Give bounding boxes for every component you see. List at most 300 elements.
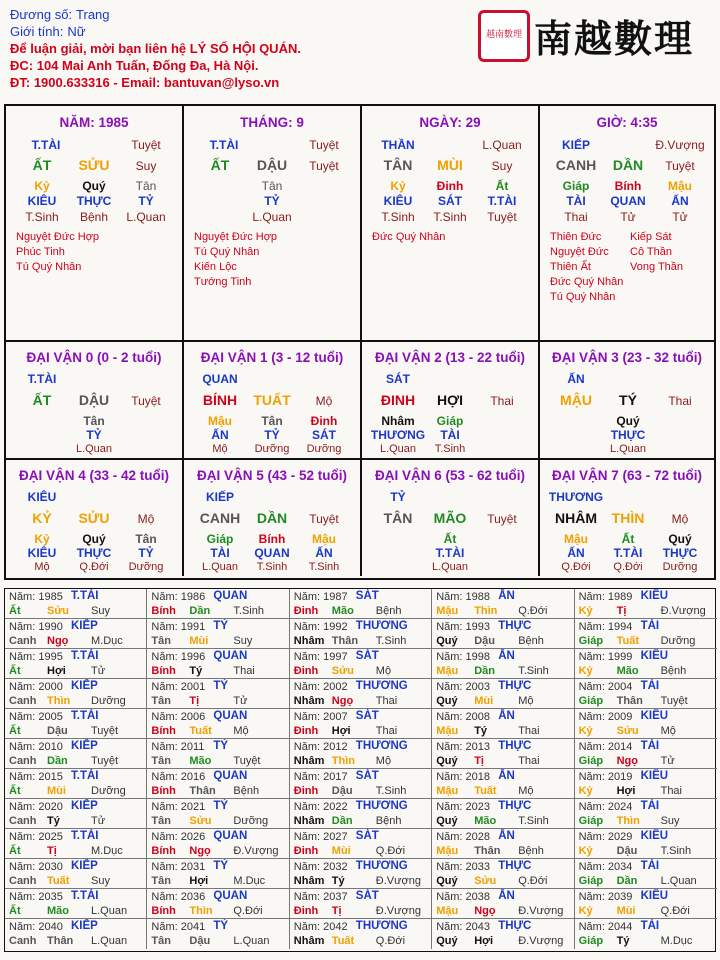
year-god: KIẾP	[71, 620, 98, 632]
year-label: Năm: 2005	[9, 711, 63, 723]
year-stem: Kỷ	[578, 785, 593, 797]
pillar-title: NĂM: 1985	[59, 115, 129, 130]
year-god: SÁT	[355, 770, 379, 782]
year-label: Năm: 2023	[436, 801, 490, 813]
year-phase: T.Sinh	[660, 845, 692, 857]
year-label: Năm: 2018	[436, 771, 490, 783]
year-god: THỰC	[498, 620, 532, 632]
pillar-title: GIỜ: 4:35	[596, 115, 658, 130]
year-stem: Canh	[9, 875, 37, 887]
year-branch: Thìn	[331, 755, 356, 767]
pillar-text: Tân	[261, 179, 283, 193]
year-cell	[575, 709, 717, 739]
pillar-text: TÀI	[566, 194, 586, 208]
year-label: Năm: 1992	[293, 621, 348, 633]
year-label: Năm: 1999	[578, 651, 633, 663]
year-stem: Đinh	[293, 665, 319, 677]
year-cell	[5, 619, 147, 649]
year-god: KIÊU	[640, 890, 669, 902]
pillar-cell	[184, 106, 362, 342]
dai-van-hidden-phase: Dưỡng	[306, 443, 342, 455]
dai-van-title: ĐẠI VẬN 6 (53 - 62 tuổi)	[374, 468, 526, 483]
year-label: Năm: 2011	[151, 741, 205, 753]
dai-van-branch: DẬU	[78, 392, 110, 408]
dai-van-title: ĐẠI VẬN 2 (13 - 22 tuổi)	[374, 350, 526, 365]
pillar-star: Tướng Tinh	[194, 276, 252, 288]
year-god: TỶ	[213, 860, 229, 872]
year-label: Năm: 2022	[293, 801, 348, 813]
year-cell	[575, 889, 717, 919]
gender-value: Nữ	[67, 24, 86, 39]
year-phase: Suy	[91, 605, 110, 617]
year-cell	[290, 769, 432, 799]
dai-van-hidden-god: TÀI	[440, 428, 460, 442]
dai-van-phase: Thai	[490, 394, 514, 408]
year-god: THỰC	[498, 920, 532, 932]
year-stem: Nhâm	[293, 875, 325, 887]
year-branch: Sửu	[616, 725, 639, 737]
dai-van-hidden-god: T.TÀI	[613, 546, 643, 560]
year-phase: Dưỡng	[91, 785, 126, 797]
year-cell	[5, 919, 147, 949]
annual-luck-grid	[4, 588, 716, 952]
dai-van-stem: NHÂM	[555, 510, 597, 526]
year-god: TÀI	[640, 920, 660, 932]
year-branch: Dần	[474, 665, 495, 677]
pillar-text: Bệnh	[79, 210, 109, 224]
pillar-title: NGÀY: 29	[419, 115, 481, 130]
pillar-text: T.TÀI	[31, 138, 61, 152]
year-stem: Nhâm	[293, 815, 325, 827]
year-cell	[147, 859, 289, 889]
year-label: Năm: 2013	[436, 741, 490, 753]
pillar-text: T.Sinh	[381, 210, 415, 224]
dai-van-branch: THÌN	[611, 510, 645, 526]
year-god: SÁT	[355, 890, 379, 902]
year-stem: Canh	[9, 695, 37, 707]
dai-van-stem: TÂN	[383, 510, 413, 526]
year-stem: Đinh	[293, 605, 319, 617]
year-phase: Bệnh	[375, 605, 402, 617]
year-cell	[147, 919, 289, 949]
year-cell	[147, 799, 289, 829]
year-label: Năm: 2007	[293, 711, 348, 723]
year-phase: L.Quan	[91, 935, 128, 947]
year-god: TỶ	[213, 800, 229, 812]
year-label: Năm: 1989	[578, 591, 633, 603]
year-god: QUAN	[213, 890, 248, 902]
pillar-text: T.Sinh	[25, 210, 59, 224]
year-stem: Tân	[151, 635, 171, 647]
year-stem: Bính	[151, 665, 176, 677]
year-phase: M.Dục	[91, 635, 123, 647]
pillar-star: Nguyệt Đức Hợp	[194, 231, 278, 243]
dai-van-hidden-phase: T.Sinh	[308, 561, 340, 573]
year-cell	[290, 919, 432, 949]
pillar-text: Tử	[620, 210, 636, 224]
pillar-text: Tân	[135, 179, 157, 193]
year-phase: Tuyệt	[233, 755, 261, 767]
dai-van-god: QUAN	[202, 372, 238, 386]
year-stem: Bính	[151, 845, 176, 857]
year-label: Năm: 2006	[151, 711, 206, 723]
year-phase: Q.Đới	[375, 845, 406, 857]
year-label: Năm: 2003	[436, 681, 490, 693]
year-branch: Tý	[189, 665, 203, 677]
year-branch: Thìn	[189, 905, 213, 917]
pillar-text: Kỷ	[34, 179, 50, 193]
year-stem: Quý	[436, 635, 458, 647]
dai-van-stem: ĐINH	[380, 392, 416, 408]
dai-van-phase: Mộ	[671, 512, 689, 526]
year-god: TỶ	[213, 740, 229, 752]
pillar-star: Tú Quý Nhân	[16, 261, 82, 273]
dai-van-god: T.TÀI	[27, 372, 57, 386]
pillar-text: TÂN	[383, 157, 413, 173]
year-label: Năm: 2038	[436, 891, 490, 903]
year-cell	[5, 829, 147, 859]
year-cell	[147, 889, 289, 919]
year-branch: Tý	[331, 875, 345, 887]
dai-van-hidden-stem: Tân	[83, 414, 105, 428]
year-branch: Tuất	[189, 725, 212, 737]
year-branch: Dậu	[616, 845, 638, 857]
year-cell	[432, 829, 574, 859]
year-phase: L.Quan	[233, 935, 270, 947]
year-cell	[575, 649, 717, 679]
year-phase: Q.Đới	[233, 905, 263, 917]
year-label: Năm: 2020	[9, 801, 63, 813]
pillar-text: KIẾP	[561, 138, 590, 152]
pillar-text: Đ.Vượng	[655, 138, 705, 152]
year-god: ẤN	[498, 770, 515, 782]
year-god: QUAN	[213, 770, 248, 782]
year-phase: Bệnh	[518, 635, 544, 647]
year-label: Năm: 2027	[293, 831, 348, 843]
year-stem: Kỷ	[578, 725, 593, 737]
year-cell	[432, 619, 574, 649]
year-cell	[575, 769, 717, 799]
year-label: Năm: 2009	[578, 711, 633, 723]
year-god: THỰC	[498, 800, 532, 812]
dai-van-hidden-stem: Tân	[135, 532, 157, 546]
pillar-text: Tuyệt	[131, 138, 161, 152]
year-label: Năm: 2034	[578, 861, 633, 873]
gender-label: Giới tính:	[10, 24, 64, 39]
year-stem: Đinh	[293, 725, 319, 737]
year-cell	[575, 589, 717, 619]
year-label: Năm: 2026	[151, 831, 206, 843]
year-cell	[290, 589, 432, 619]
year-phase: T.Sinh	[518, 815, 549, 827]
year-cell	[5, 709, 147, 739]
dai-van-hidden-stem: Mậu	[564, 532, 588, 546]
year-cell	[575, 799, 717, 829]
year-cell	[147, 649, 289, 679]
year-god: SÁT	[355, 830, 379, 842]
year-stem: Mậu	[436, 785, 459, 797]
year-cell	[432, 649, 574, 679]
year-branch: Thân	[616, 695, 643, 707]
year-branch: Sửu	[331, 665, 354, 677]
dai-van-god: SÁT	[386, 372, 410, 386]
year-god: SÁT	[355, 590, 379, 602]
year-god: SÁT	[355, 710, 379, 722]
year-cell	[290, 709, 432, 739]
year-stem: Đinh	[293, 785, 319, 797]
year-branch: Hợi	[189, 875, 209, 887]
pillar-star: Nguyệt Đức	[550, 246, 609, 258]
year-label: Năm: 2021	[151, 801, 206, 813]
pillar-text: ẤN	[671, 194, 689, 208]
dai-van-hidden-phase: L.Quan	[201, 561, 239, 573]
year-god: QUAN	[213, 710, 248, 722]
pillar-text: T.Sinh	[433, 210, 467, 224]
dai-van-title: ĐẠI VẬN 5 (43 - 52 tuổi)	[196, 468, 348, 483]
year-god: THƯƠNG	[355, 680, 408, 692]
pillar-text: Mậu	[668, 179, 692, 193]
pillar-text: KIÊU	[383, 194, 413, 208]
year-branch: Sửu	[474, 875, 497, 887]
year-god: THƯƠNG	[355, 740, 408, 752]
year-phase: Bệnh	[375, 815, 402, 827]
year-cell	[432, 679, 574, 709]
dai-van-hidden-phase: L.Quan	[609, 443, 647, 455]
pillar-text: KIÊU	[27, 194, 57, 208]
year-cell	[5, 649, 147, 679]
year-label: Năm: 2000	[9, 681, 63, 693]
dai-van-hidden-god: TỶ	[138, 546, 154, 560]
year-label: Năm: 2004	[578, 681, 633, 693]
dai-van-hidden-phase: Mộ	[212, 443, 228, 455]
dai-van-cell	[362, 460, 540, 576]
year-god: QUAN	[213, 590, 248, 602]
year-cell	[432, 799, 574, 829]
year-stem: Đinh	[293, 905, 319, 917]
owner-label: Đương số:	[10, 7, 73, 22]
year-branch: Ngọ	[47, 635, 69, 647]
year-stem: Quý	[436, 875, 458, 887]
year-cell	[290, 889, 432, 919]
year-label: Năm: 2019	[578, 771, 633, 783]
year-god: KIẾP	[71, 860, 98, 872]
year-label: Năm: 2031	[151, 861, 206, 873]
year-stem: Mậu	[436, 725, 459, 737]
year-branch: Ngọ	[331, 695, 354, 707]
dai-van-stem: KỶ	[32, 510, 52, 526]
year-phase: Bệnh	[233, 785, 260, 797]
year-branch: Hợi	[331, 725, 351, 737]
year-god: T.TÀI	[71, 710, 99, 722]
year-stem: Kỷ	[578, 845, 593, 857]
dai-van-phase: Tuyệt	[131, 394, 161, 408]
year-phase: Tử	[233, 695, 248, 707]
year-phase: Dưỡng	[660, 635, 696, 647]
dai-van-cell	[540, 342, 714, 460]
year-god: T.TÀI	[71, 770, 99, 782]
year-phase: Đ.Vượng	[375, 905, 421, 917]
year-god: THƯƠNG	[355, 860, 408, 872]
year-label: Năm: 1997	[293, 651, 348, 663]
year-branch: Mão	[331, 605, 354, 617]
pillar-text: ẤT	[210, 157, 230, 173]
year-god: THƯƠNG	[355, 920, 408, 932]
year-branch: Tý	[47, 815, 60, 827]
dai-van-cell	[540, 460, 714, 576]
year-branch: Mão	[47, 905, 69, 917]
year-god: KIẾP	[71, 800, 98, 812]
pillar-text: DẦN	[612, 157, 644, 173]
year-phase: L.Quan	[91, 905, 128, 917]
dai-van-hidden-stem: Bính	[258, 532, 286, 546]
year-branch: Ngọ	[189, 845, 211, 857]
pillar-text: L.Quan	[252, 210, 292, 224]
year-phase: Q.Đới	[518, 875, 548, 887]
year-stem: Ất	[9, 785, 21, 797]
dai-van-hidden-god: THỰC	[610, 428, 646, 442]
dai-van-hidden-phase: T.Sinh	[434, 443, 466, 455]
year-phase: Bệnh	[518, 845, 544, 857]
year-cell	[432, 859, 574, 889]
year-phase: T.Sinh	[518, 665, 549, 677]
dai-van-hidden-stem: Mậu	[208, 414, 232, 428]
pillar-star: Tú Quý Nhân	[550, 291, 616, 303]
year-phase: Đ.Vượng	[233, 845, 279, 857]
year-stem: Tân	[151, 755, 171, 767]
year-god: KIẾP	[71, 740, 98, 752]
dai-van-god: KIÊU	[27, 490, 57, 504]
year-cell	[575, 859, 717, 889]
year-stem: Nhâm	[293, 935, 325, 947]
dai-van-title: ĐẠI VẬN 0 (0 - 2 tuổi)	[26, 350, 162, 365]
dai-van-stem: ẤT	[32, 392, 52, 408]
dai-van-title: ĐẠI VẬN 3 (23 - 32 tuổi)	[551, 350, 703, 365]
dai-van-hidden-stem: Giáp	[206, 532, 234, 546]
year-branch: Mùi	[331, 845, 351, 857]
pillar-text: Đinh	[436, 179, 464, 193]
pillar-text: THỰC	[76, 194, 112, 208]
dai-van-hidden-god: KIÊU	[27, 546, 57, 560]
year-stem: Giáp	[578, 635, 604, 647]
year-branch: Tuất	[474, 785, 497, 797]
dai-van-branch: TÝ	[619, 392, 637, 408]
year-god: THỰC	[498, 860, 532, 872]
pillar-text: MÙI	[437, 157, 463, 173]
year-cell	[575, 829, 717, 859]
year-god: TỶ	[213, 920, 229, 932]
year-phase: Tuyệt	[91, 725, 119, 737]
year-phase: Mộ	[660, 725, 676, 737]
dai-van-hidden-stem: Giáp	[436, 414, 464, 428]
dai-van-hidden-phase: L.Quan	[431, 561, 469, 573]
pillar-text: TỶ	[264, 194, 280, 208]
year-phase: Q.Đới	[660, 905, 690, 917]
year-phase: Thai	[518, 725, 540, 737]
year-phase: M.Dục	[91, 845, 123, 857]
year-branch: Tị	[331, 905, 342, 917]
year-cell	[432, 889, 574, 919]
pillars-grid	[4, 104, 716, 580]
year-cell	[147, 709, 289, 739]
pillar-star: Đức Quý Nhân	[550, 276, 624, 288]
red-seal-icon: 越南數理	[478, 10, 530, 62]
year-branch: Mão	[616, 665, 639, 677]
year-cell	[5, 799, 147, 829]
year-branch: Tị	[189, 695, 200, 707]
dai-van-god: KIẾP	[205, 490, 234, 504]
dai-van-hidden-phase: Q.Đới	[561, 561, 591, 573]
year-branch: Tuất	[331, 935, 355, 947]
year-branch: Sửu	[189, 815, 212, 827]
year-label: Năm: 2029	[578, 831, 633, 843]
year-stem: Mậu	[436, 665, 459, 677]
year-branch: Tị	[474, 755, 484, 767]
year-stem: Ất	[9, 605, 21, 617]
year-branch: Hợi	[616, 785, 636, 797]
dai-van-branch: DẦN	[256, 510, 288, 526]
year-god: KIẾP	[71, 680, 98, 692]
year-label: Năm: 2039	[578, 891, 633, 903]
pillar-text: ẤT	[32, 157, 52, 173]
year-stem: Kỷ	[578, 605, 593, 617]
dai-van-hidden-god: TỶ	[86, 428, 102, 442]
year-phase: Suy	[660, 815, 680, 827]
pillar-star: Phúc Tinh	[16, 246, 65, 258]
brand-logo	[478, 8, 694, 63]
year-phase: Tử	[91, 815, 106, 827]
year-god: KIÊU	[640, 770, 669, 782]
year-phase: Tuyệt	[660, 695, 688, 707]
year-phase: Đ.Vượng	[375, 875, 421, 887]
year-phase: Suy	[233, 635, 253, 647]
year-stem: Canh	[9, 815, 37, 827]
year-phase: Mộ	[375, 665, 392, 677]
dai-van-cell	[6, 460, 184, 576]
dai-van-hidden-god: T.TÀI	[435, 546, 465, 560]
year-cell	[432, 709, 574, 739]
year-stem: Giáp	[578, 875, 604, 887]
pillar-text: T.TÀI	[209, 138, 239, 152]
year-stem: Mậu	[436, 845, 459, 857]
year-branch: Hợi	[47, 665, 66, 677]
dai-van-hidden-god: TÀI	[210, 546, 230, 560]
year-label: Năm: 1996	[151, 651, 206, 663]
year-branch: Dần	[47, 755, 68, 767]
pillar-cell	[540, 106, 714, 342]
pillar-text: SÁT	[438, 194, 462, 208]
pillar-star: Vong Thần	[630, 261, 684, 273]
year-phase: Suy	[91, 875, 110, 887]
dai-van-hidden-god: ẤN	[567, 546, 585, 560]
dai-van-hidden-stem: Ất	[443, 532, 457, 546]
year-cell	[432, 769, 574, 799]
dai-van-hidden-god: THỰC	[662, 546, 698, 560]
year-branch: Hợi	[474, 935, 494, 947]
year-stem: Ất	[9, 845, 21, 857]
dai-van-hidden-stem: Quý	[616, 414, 640, 428]
year-god: TỶ	[213, 620, 229, 632]
year-phase: M.Dục	[233, 875, 266, 887]
year-god: KIÊU	[640, 590, 669, 602]
year-god: TỶ	[213, 680, 229, 692]
year-stem: Canh	[9, 935, 37, 947]
year-label: Năm: 2024	[578, 801, 633, 813]
year-phase: Q.Đới	[375, 935, 406, 947]
year-label: Năm: 2025	[9, 831, 63, 843]
pillar-star: Nguyệt Đức Hợp	[16, 231, 100, 243]
pillar-text: L.Quan	[126, 210, 166, 224]
year-phase: Mộ	[518, 695, 534, 707]
